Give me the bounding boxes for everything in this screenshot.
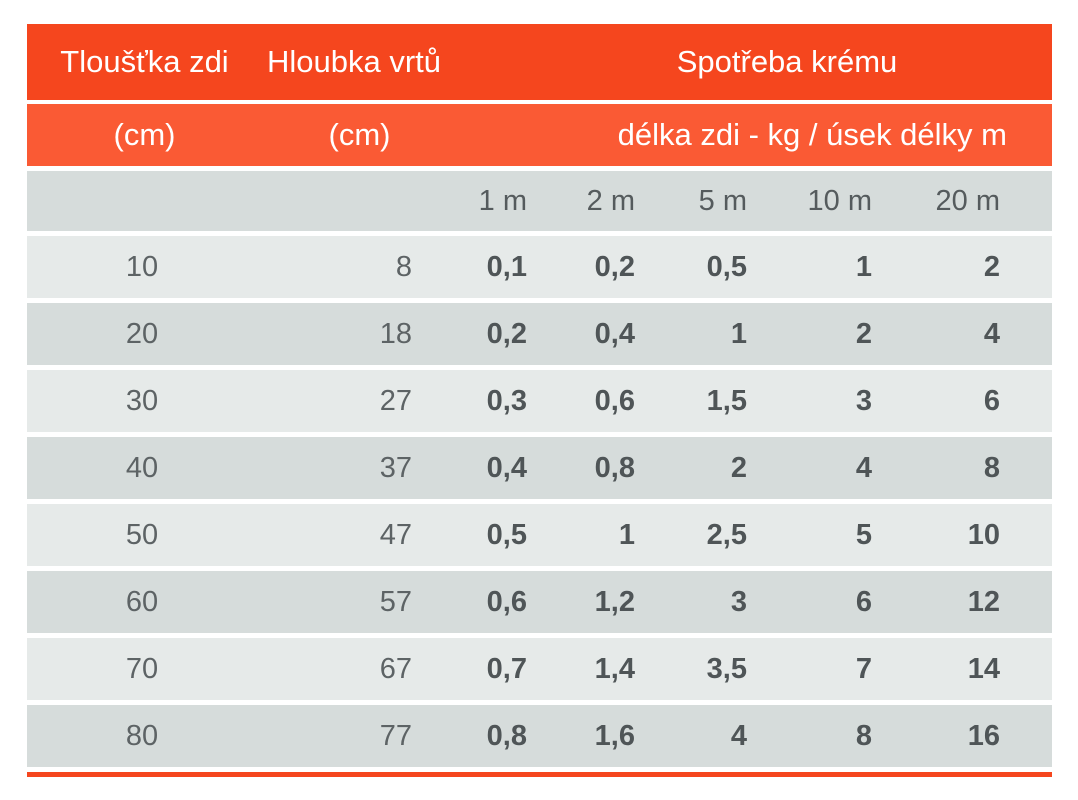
header-row-units [27,104,1052,166]
cell-thickness: 50 [125,518,159,551]
cell-consumption: 3 [730,585,747,618]
cell-consumption: 2 [983,250,1000,283]
cell-consumption: 0,5 [486,518,527,551]
cell-consumption: 8 [983,451,1000,484]
cell-consumption: 0,8 [594,451,635,484]
cell-consumption: 4 [983,317,1000,350]
unit-depth: (cm) [328,117,391,152]
cell-consumption: 0,8 [486,719,527,752]
table-row [27,638,1052,700]
cell-depth: 67 [379,652,412,685]
cell-consumption: 4 [730,719,747,752]
table-row [27,705,1052,767]
length-label: 1 m [478,184,527,217]
cell-consumption: 0,7 [486,652,527,685]
length-label: 10 m [807,184,872,217]
cell-consumption: 0,2 [486,317,527,350]
length-row [27,171,1052,231]
table-row [27,437,1052,499]
cell-consumption: 0,6 [594,384,635,417]
cell-consumption: 6 [855,585,872,618]
cell-depth: 37 [379,451,412,484]
cell-consumption: 1 [618,518,635,551]
consumption-table [27,24,1052,777]
length-label: 20 m [935,184,1000,217]
cell-thickness: 80 [125,719,159,752]
cell-consumption: 0,6 [486,585,527,618]
header-row-titles [27,24,1052,100]
cell-consumption: 10 [967,518,1000,551]
cell-consumption: 0,5 [706,250,747,283]
cell-consumption: 1,5 [706,384,747,417]
cell-thickness: 20 [125,317,159,350]
cell-consumption: 12 [967,585,1000,618]
cell-consumption: 4 [855,451,872,484]
cell-consumption: 2 [730,451,747,484]
unit-thickness: (cm) [113,117,176,152]
cell-consumption: 0,4 [594,317,635,350]
cell-consumption: 2 [855,317,872,350]
cell-thickness: 10 [125,250,159,283]
cell-consumption: 2,5 [706,518,747,551]
cell-thickness: 40 [125,451,159,484]
table-row [27,236,1052,298]
table-row [27,370,1052,432]
length-label: 5 m [698,184,747,217]
cell-thickness: 30 [125,384,159,417]
cell-consumption: 8 [855,719,872,752]
cell-consumption: 7 [855,652,872,685]
cell-consumption: 0,2 [594,250,635,283]
cell-depth: 8 [395,250,412,283]
cell-consumption: 1,6 [594,719,635,752]
cell-depth: 47 [379,518,412,551]
cell-consumption: 0,3 [486,384,527,417]
cell-depth: 27 [379,384,412,417]
cell-thickness: 70 [125,652,159,685]
cell-consumption: 0,1 [486,250,527,283]
cell-consumption: 0,4 [486,451,527,484]
unit-consumption: délka zdi - kg / úsek délky m [617,117,1007,152]
header-thickness: Tloušťka zdi [60,44,229,79]
cell-depth: 77 [379,719,412,752]
cell-consumption: 1 [855,250,872,283]
cell-consumption: 1 [730,317,747,350]
cell-consumption: 14 [967,652,1000,685]
cell-consumption: 6 [983,384,1000,417]
table-row [27,303,1052,365]
length-label: 2 m [586,184,635,217]
cell-consumption: 1,2 [594,585,635,618]
cell-consumption: 3,5 [706,652,747,685]
header-depth: Hloubka vrtů [267,44,442,79]
table-row [27,571,1052,633]
cell-thickness: 60 [125,585,159,618]
cell-consumption: 16 [967,719,1000,752]
cell-depth: 57 [379,585,412,618]
cell-consumption: 1,4 [594,652,635,685]
table-row [27,504,1052,566]
bottom-accent-bar [27,772,1052,777]
cell-consumption: 5 [855,518,872,551]
cell-consumption: 3 [855,384,872,417]
cell-depth: 18 [379,317,412,350]
header-consumption: Spotřeba krému [676,44,898,79]
